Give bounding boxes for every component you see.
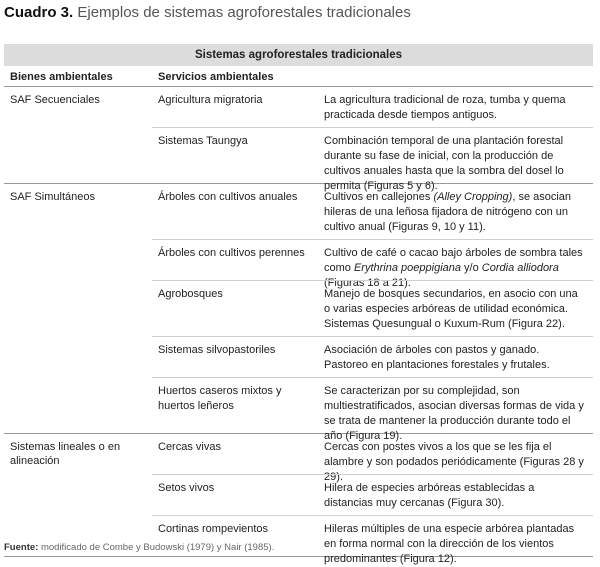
group-name: SAF Simultáneos xyxy=(10,191,95,203)
table-row xyxy=(152,434,593,483)
source-note xyxy=(4,542,274,553)
table-row xyxy=(152,184,593,239)
table-band-header: Sistemas agroforestales tradicionales xyxy=(4,44,593,66)
group-secuenciales xyxy=(4,87,593,192)
source-label: Fuente: xyxy=(4,542,39,553)
service-description: La agricultura tradicional de roza, tumba y quema practicada desde tiempos antiguos. xyxy=(324,94,566,121)
service-name: Agrobosques xyxy=(158,288,223,300)
service-name: Setos vivos xyxy=(158,482,215,494)
table-row xyxy=(152,336,593,377)
column-header-row xyxy=(4,66,593,87)
service-name: Agricultura migratoria xyxy=(158,94,263,106)
group-name: Sistemas lineales o en alineación xyxy=(10,441,121,467)
group-lineales xyxy=(4,434,593,565)
title-text: Ejemplos de sistemas agroforestales tradicionales xyxy=(77,4,411,21)
desc-text: y/o xyxy=(461,262,482,274)
service-name: Cortinas rompevientos xyxy=(158,523,269,535)
desc-italic: Erythrina poeppigiana xyxy=(353,262,461,274)
service-description: Manejo de bosques secundarios, en asocio con una o varias especies arbóreas de utilidad económica. Sistemas Quesungual o Kuxum-Rum (Figura 22). xyxy=(324,288,578,330)
table-row xyxy=(152,377,593,442)
group-simultaneos xyxy=(4,184,593,442)
service-description: Cercas con postes vivos a los que se les fija el alambre y son podados periódicamente (Figuras 28 y 29). xyxy=(324,441,584,483)
source-text: modificado de Combe y Budowski (1979) y Nair (1985). xyxy=(40,542,275,553)
table-row xyxy=(152,239,593,289)
service-description: Asociación de árboles con pastos y ganado. Pastoreo en plantaciones forestales y frutales. xyxy=(324,344,550,371)
service-description: Combinación temporal de una plantación forestal durante su fase de inicial, con la producción de cultivos anuales hasta que la sombra del dosel lo permita (Figuras 5 y 6). xyxy=(324,135,564,192)
service-description xyxy=(324,190,586,235)
desc-italic: Cordia alliodora xyxy=(481,262,559,274)
desc-text: Cultivos en callejones xyxy=(324,191,434,203)
column-header-servicios: Servicios ambientales xyxy=(158,71,274,83)
table-title xyxy=(4,4,411,21)
desc-text: , se asocian hileras de una leñosa fijadora de nitrógeno con un cultivo anual (Figuras 9, 10 y 11). xyxy=(324,191,572,233)
service-name: Cercas vivas xyxy=(158,441,221,453)
service-description: Hileras múltiples de una especie arbórea plantadas en forma normal con la dirección de los vientos predominantes (Figura 12). xyxy=(324,523,575,565)
table-row xyxy=(152,87,593,127)
table-row xyxy=(152,280,593,336)
table-row xyxy=(152,474,593,515)
desc-text: Cultivo de café o cacao bajo árboles de sombra tales como xyxy=(324,247,583,274)
service-name: Árboles con cultivos perennes xyxy=(158,247,305,259)
service-description: Hilera de especies arbóreas establecidas a distancias muy cercanas (Figura 30). xyxy=(324,482,535,509)
service-name: Sistemas silvopastoriles xyxy=(158,344,276,356)
group-name: SAF Secuenciales xyxy=(10,94,100,106)
service-description: Se caracterizan por su complejidad, son multiestratificados, asocian diversas formas de vida y se trata de mantener la producción durante todo el año (Figura 19). xyxy=(324,385,584,442)
service-name: Sistemas Taungya xyxy=(158,135,248,147)
agroforestry-table xyxy=(4,44,593,565)
table-row xyxy=(152,127,593,192)
service-name: Árboles con cultivos anuales xyxy=(158,191,298,203)
desc-text: (Figuras 18 a 21). xyxy=(324,277,411,289)
column-header-bienes: Bienes ambientales xyxy=(10,71,113,83)
title-label: Cuadro 3. xyxy=(4,4,74,21)
service-name: Huertos caseros mixtos y huertos leñeros xyxy=(158,385,282,412)
desc-italic: (Alley Cropping) xyxy=(433,191,513,203)
